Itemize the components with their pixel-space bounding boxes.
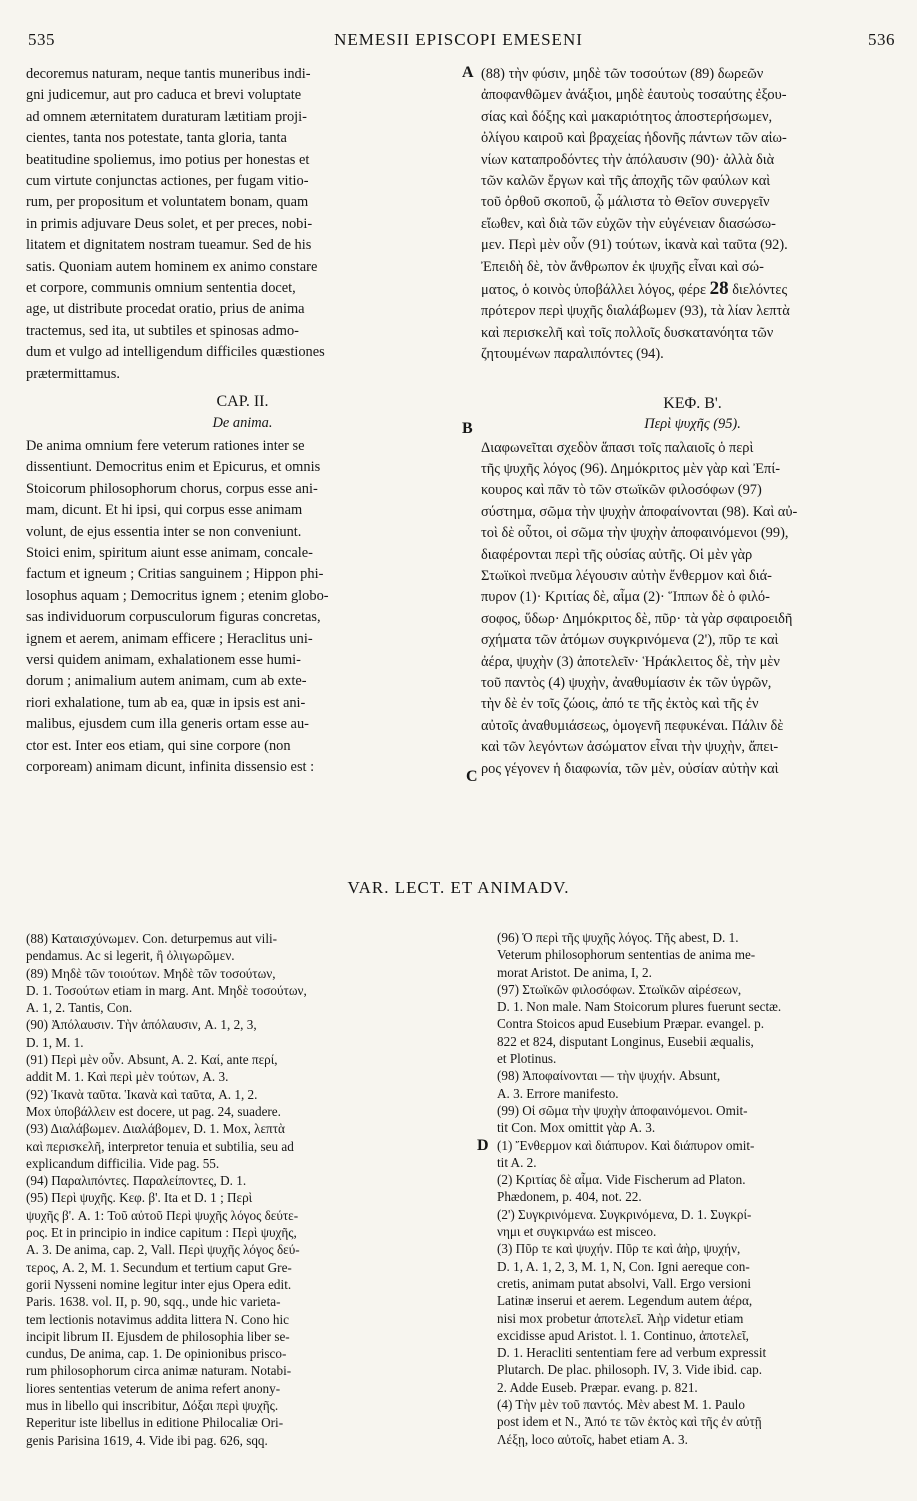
note-line: (96) Ὁ περὶ τῆς ψυχῆς λόγος. Τῆς abest, D. 1. (497, 930, 739, 945)
note-line: 2. Adde Euseb. Præpar. evang. p. 821. (497, 1379, 698, 1395)
note-line: Λέξῃ, loco αὐτοῖς, habet etiam A. 3. (497, 1431, 688, 1447)
note-line: D. 1. Non male. Nam Stoicorum plures fuerunt sectæ. (497, 999, 782, 1015)
greek-line: σχήματα τῶν ἀτόμων συγκρινόμενα (2'), πῦρ τε καὶ (481, 632, 779, 649)
margin-mark-c: C (466, 768, 478, 785)
greek-line: Στωϊκοὶ πνεῦμα λέγουσιν αὐτὴν ἔνθερμον καὶ διά- (481, 567, 772, 584)
latin-line: sas individuorum corpusculorum figuras concretas, (26, 609, 321, 626)
latin-line: rum, per propositum et voluntatem bonam, quam (26, 194, 309, 211)
latin-line: dum et vulgo ad intelligendum difficiles quæstiones (26, 344, 325, 361)
greek-line: πρότερον περὶ ψυχῆς διαλάβωμεν (93), τὰ λίαν λεπτὰ (481, 303, 790, 320)
page-marker-number: 28 (709, 278, 729, 300)
note-line: Paris. 1638. vol. II, p. 90, sqq., unde hic varieta- (26, 1294, 281, 1310)
note-line: liores sententias veterum de anima refert anony- (26, 1380, 281, 1396)
note-line: (95) Περὶ ψυχῆς. Κεφ. β'. Ita et D. 1 ; Περὶ (26, 1190, 253, 1206)
latin-body (26, 436, 459, 779)
greek-line: ζητουμένων παραλιπόντες (94). (481, 346, 664, 363)
note-line: A. 1, 2. Tantis, Con. (26, 1000, 133, 1016)
greek-line: διελόντες (732, 282, 788, 299)
latin-line: decoremus naturam, neque tantis muneribus indi- (26, 66, 311, 82)
note-line: tit Con. Mox omittit γὰρ A. 3. (497, 1120, 656, 1136)
note-line: ρος. Et in principio in indice capitum : Περὶ ψυχῆς, (26, 1225, 297, 1241)
note-line: (90) Ἀπόλαυσιν. Τὴν ἀπόλαυσιν, A. 1, 2, 3, (26, 1017, 257, 1033)
note-line: (99) Οἱ σῶμα τὴν ψυχὴν ἀποφαινόμενοι. Omit- (497, 1102, 748, 1118)
note-line: nisi mox probetur ἀποτελεῖ. Ἀὴρ videtur etiam (497, 1310, 744, 1326)
greek-line: καὶ τῶν λεγόντων ἀσώματον εἶναι τὴν ψυχὴν, ἄπει- (481, 739, 779, 756)
greek-line: νίων καταπροδόντες τὴν ἀπόλαυσιν (90)· ἀλλὰ διὰ (481, 151, 775, 168)
notes-heading: VAR. LECT. ET ANIMADV. (347, 878, 570, 897)
note-line: Reperitur iste libellus in editione Philocaliæ Ori- (26, 1415, 284, 1431)
note-line: tem lectionis notavimus addita littera N. Cono hic (26, 1311, 289, 1327)
greek-line: σύστημα, σῶμα τὴν ψυχὴν ἀποφαίνονται (98). Καὶ αὐ- (481, 503, 798, 520)
greek-line: εἴωθεν, καὶ διὰ τῶν εὐχῶν τὴν εὐγένειαν διασώσω- (481, 215, 776, 232)
margin-mark-b: B (462, 420, 473, 437)
latin-line: mam, dicunt. Et hi ipsi, qui corpus esse animam (26, 502, 303, 519)
note-line: A. 3. Errore manifesto. (497, 1085, 619, 1101)
note-line: Phædonem, p. 404, not. 22. (497, 1189, 642, 1205)
note-line: Veterum philosophorum sententias de anima me- (497, 947, 756, 963)
chapter-heading-latin: CAP. II. (216, 393, 269, 411)
latin-intro (26, 64, 459, 385)
note-line: (92) Ἱκανὰ ταῦτα. Ἱκανὰ καὶ ταῦτα, A. 1, 2. (26, 1086, 258, 1102)
note-line: (91) Περὶ μὲν οὖν. Absunt, A. 2. Καί, ante περί, (26, 1052, 278, 1068)
greek-body (481, 438, 904, 781)
note-line: D. 1, M. 1. (26, 1034, 84, 1050)
note-line: A. 3. De anima, cap. 2, Vall. Περὶ ψυχῆς λόγος δεύ- (26, 1242, 300, 1258)
greek-line: (88) τὴν φύσιν, μηδὲ τῶν τοσούτων (89) δωρεῶν (481, 66, 764, 82)
page-number-right: 536 (868, 30, 895, 49)
greek-line: τῆς ψυχῆς λόγος (96). Δημόκριτος μὲν γὰρ καὶ Ἐπί- (481, 460, 780, 477)
greek-line: αὐτοῖς ἀναθυμιάσεως, ὁμογενῆ πεφυκέναι. Πάλιν δὲ (481, 717, 784, 734)
note-line: (2) Κριτίας δὲ αἷμα. Vide Fischerum ad Platon. (497, 1172, 746, 1188)
chapter-heading-greek: ΚΕΦ. Β'. (663, 394, 722, 412)
note-line: (88) Καταισχύνωμεν. Con. deturpemus aut vili- (26, 931, 278, 946)
note-line: (89) Μηδὲ τῶν τοιούτων. Μηδὲ τῶν τοσούτων, (26, 965, 276, 981)
greek-line: τῶν καλῶν ἔργων καὶ τῆς ἀποχῆς τῶν φαύλων καὶ (481, 173, 771, 190)
note-line: Latinæ inserui et aerem. Legendum autem ἀέρα, (497, 1293, 753, 1309)
note-line: morat Aristot. De anima, I, 2. (497, 964, 652, 980)
latin-line: beatitudine spoliemus, imo potius per honestas et (26, 151, 310, 168)
latin-line: dissentiunt. Democritus enim et Epicurus, et omnis (26, 459, 321, 476)
note-line: Mox ὑποβάλλειν est docere, ut pag. 24, suadere. (26, 1103, 281, 1119)
latin-line: versi quidem animam, exhalationem esse humi- (26, 651, 301, 668)
note-line: mus in libello qui inscribitur, Δόξαι περὶ ψυχῆς. (26, 1398, 279, 1414)
greek-line: τοῦ ὀρθοῦ σκοποῦ, ᾧ μάλιστα τὸ Θεῖον συνεργεῖν (481, 194, 770, 211)
latin-line: et corpore, communis omnium sententia docet, (26, 280, 296, 297)
note-line: (98) Ἀποφαίνονται — τὴν ψυχήν. Absunt, (497, 1068, 721, 1084)
note-line: (3) Πῦρ τε καὶ ψυχήν. Πῦρ τε καὶ ἀὴρ, ψυχήν, (497, 1241, 741, 1257)
latin-line: Stoicorum philosophorum chorus, corpus esse ani- (26, 480, 318, 497)
notes-right-column (497, 929, 907, 1448)
note-line: D. 1, A. 1, 2, 3, M. 1, N, Con. Igni aereque con- (497, 1258, 750, 1274)
greek-line: σίας καὶ δόξης καὶ μακαριότητος ἀποστερήσωμεν, (481, 108, 773, 125)
latin-line: volunt, de ejus essentia inter se non conveniunt. (26, 523, 302, 540)
note-line: 822 et 824, disputant Longinus, Eusebii æqualis, (497, 1033, 754, 1049)
greek-line: Διαφωνεῖται σχεδὸν ἅπασι τοῖς παλαιοῖς ὁ περὶ (481, 439, 754, 456)
note-line: (4) Τὴν μὲν τοῦ παντός. Μὲν abest M. 1. Paulo (497, 1397, 745, 1413)
greek-line: τοὶ δὲ οὗτοι, οἱ σῶμα τὴν ψυχὴν ἀποφαινόμενοι (99), (481, 525, 789, 542)
greek-line: μεν. Περὶ μὲν οὖν (91) τούτων, ἱκανὰ καὶ ταῦτα (92). (481, 237, 788, 254)
latin-line: dorum ; animalium autem animam, cum ab exte- (26, 673, 307, 690)
latin-column (26, 64, 459, 778)
greek-line: ἀποφανθῶμεν ἀνάξιοι, μηδὲ ἑαυτοὺς τοσαύτης ἐξου- (481, 87, 787, 104)
latin-line: factum et igneum ; Critias sanguinem ; Hippon phi- (26, 566, 324, 583)
note-line: D. 1. Τοσούτων etiam in marg. Ant. Μηδὲ τοσούτων, (26, 982, 307, 998)
note-line: cretis, animam putat absolvi, Vall. Ergo versioni (497, 1275, 752, 1291)
latin-line: in primis adjuvare Deus solet, et per preces, nobi- (26, 215, 313, 232)
greek-line: ρος γέγονεν ἡ διαφωνία, τῶν μὲν, οὐσίαν αὐτὴν καὶ (481, 760, 779, 777)
chapter-subtitle-latin: De anima. (212, 414, 273, 431)
latin-line: De anima omnium fere veterum rationes inter se (26, 437, 305, 454)
greek-column (481, 64, 904, 780)
latin-line: tractemus, sed ita, ut subtiles et spinosas admo- (26, 322, 299, 339)
running-title: NEMESII EPISCOPI EMESENI (334, 30, 583, 49)
note-line: (94) Παραλιπόντες. Παραλείποντες, D. 1. (26, 1173, 247, 1189)
greek-line: πυρον (1)· Κριτίας δὲ, αἷμα (2)· Ἵππων δὲ ὁ φιλό- (481, 589, 770, 606)
chapter-subtitle-greek: Περὶ ψυχῆς (95). (644, 416, 741, 433)
note-line: rum philosophorum circa animæ naturam. Notabi- (26, 1363, 292, 1379)
latin-line: riori exhalatione, tum ab ea, quæ in ipsis est ani- (26, 694, 306, 711)
latin-line: gni judicemur, aut pro caduca et brevi voluptate (26, 87, 302, 104)
note-line: excidisse apud Aristot. l. 1. Continuo, ἀποτελεῖ, (497, 1327, 749, 1343)
latin-line: ad omnem æternitatem duraturam lætitiam proji- (26, 108, 307, 125)
greek-line: Ἐπειδὴ δὲ, τὸν ἄνθρωπον ἐκ ψυχῆς εἶναι καὶ σώ- (481, 258, 764, 275)
note-line: gorii Nysseni nomine legitur inter ejus Opera edit. (26, 1276, 292, 1292)
note-line: pendamus. Ac si legerit, ἢ ὀλιγωρῶμεν. (26, 948, 235, 964)
greek-line: διαφέρονται περὶ τῆς οὐσίας αὐτῆς. Οἱ μὲν γὰρ (481, 546, 753, 563)
note-line: D. 1. Heracliti sententiam fere ad verbum expressit (497, 1345, 767, 1361)
note-line: (2') Συγκρινόμενα. Συγκρινόμενα, D. 1. Συγκρί- (497, 1206, 752, 1222)
note-line: Contra Stoicos apud Eusebium Præpar. evangel. p. (497, 1016, 765, 1032)
note-line: (97) Στωϊκῶν φιλοσόφων. Στωϊκῶν αἱρέσεων, (497, 981, 742, 997)
latin-line: corpoream) animam dicunt, infinita dissensio est : (26, 759, 315, 775)
greek-line: τὴν δὲ ἐν τοῖς ζώοις, ἀπό τε τῆς ἐκτὸς καὶ τῆς ἐν (481, 696, 759, 713)
page-number-left: 535 (28, 30, 55, 49)
note-line: et Plotinus. (497, 1051, 557, 1067)
latin-line: satis. Quoniam autem hominem ex animo constare (26, 258, 318, 275)
latin-line: cum virtute conjunctas actiones, per fugam vitio- (26, 173, 309, 190)
note-line: ψυχῆς β'. A. 1: Τοῦ αὐτοῦ Περὶ ψυχῆς λόγος δεύτε- (26, 1207, 299, 1223)
note-line: post idem et N., Ἀπό τε τῶν ἐκτὸς καὶ τῆς ἐν αὐτῇ (497, 1414, 762, 1430)
latin-line: age, ut distribute procedat oratio, prius de anima (26, 301, 305, 318)
note-line: explicandum difficilia. Vide pag. 55. (26, 1155, 220, 1171)
note-line: Plutarch. De plac. philosoph. IV, 3. Vide ibid. cap. (497, 1362, 762, 1378)
greek-line: κουρος καὶ πᾶν τὸ τῶν στωϊκῶν φιλοσόφων (97) (481, 482, 762, 499)
margin-mark-d: D (477, 1137, 489, 1154)
greek-line: ὀλίγου καιροῦ καὶ βραχείας ἡδονῆς πάντων τῶν αἰω- (481, 130, 787, 147)
note-line: (93) Διαλάβωμεν. Διαλάβομεν, D. 1. Mox, λεπτὰ (26, 1121, 285, 1137)
latin-line: cientes, tanta nos potestate, tanta gloria, tanta (26, 130, 287, 147)
greek-intro (481, 64, 904, 366)
latin-line: ctor est. Inter eos etiam, qui sine corpore (non (26, 737, 291, 754)
greek-line: σοφος, ὕδωρ· Δημόκριτος δὲ, πῦρ· τὰ γὰρ σφαιροειδῆ (481, 610, 793, 627)
latin-line: ignem et aerem, animam efficere ; Heraclitus uni- (26, 630, 313, 647)
latin-line: litatem et dignitatem nostram tueamur. Sed de his (26, 237, 312, 254)
note-line: νημι et συγκιρνάω est misceo. (497, 1224, 657, 1240)
note-line: cundus, De anima, cap. 1. De opinionibus prisco- (26, 1346, 287, 1362)
note-line: καὶ περισκελῆ, interpretor tenuia et subtilia, seu ad (26, 1138, 294, 1154)
greek-line: ματος, ὁ κοινὸς ὑποβάλλει λόγος, φέρε (481, 282, 707, 299)
greek-line: καὶ περισκελῆ καὶ τοῖς πολλοῖς δυσκατανόητα τῶν (481, 324, 774, 341)
greek-line: τοῦ παντὸς (4) ψυχὴν, ἀναθυμίασιν ἐκ τῶν ὑγρῶν, (481, 674, 772, 691)
greek-line-with-number (481, 278, 904, 301)
note-line: genis Parisina 1619, 4. Vide ibi pag. 626, sqq. (26, 1432, 268, 1448)
latin-line: losophus aquam ; Democritus ignem ; etenim globo- (26, 587, 329, 604)
note-line: tit A. 2. (497, 1154, 537, 1170)
latin-line: prætermittamus. (26, 365, 120, 382)
note-line: incipit librum II. Ejusdem de philosophia liber se- (26, 1328, 290, 1344)
greek-line: ἀέρα, ψυχὴν (3) ἀποτελεῖν· Ἡράκλειτος δὲ, τὴν μὲν (481, 653, 780, 670)
latin-line: Stoici enim, spiritum aiunt esse animam, concale- (26, 544, 313, 561)
note-line: addit M. 1. Καὶ περὶ μὲν τούτων, A. 3. (26, 1069, 229, 1085)
latin-line: malibus, ejusdem cum illa generis ortam esse au- (26, 716, 309, 733)
note-line: (1) Ἔνθερμον καὶ διάπυρον. Καὶ διάπυρον omit- (497, 1137, 755, 1153)
notes-left-column (26, 930, 472, 1449)
margin-mark-a: A (462, 64, 474, 81)
note-line: τερος, A. 2, M. 1. Secundum et tertium caput Gre- (26, 1259, 292, 1275)
